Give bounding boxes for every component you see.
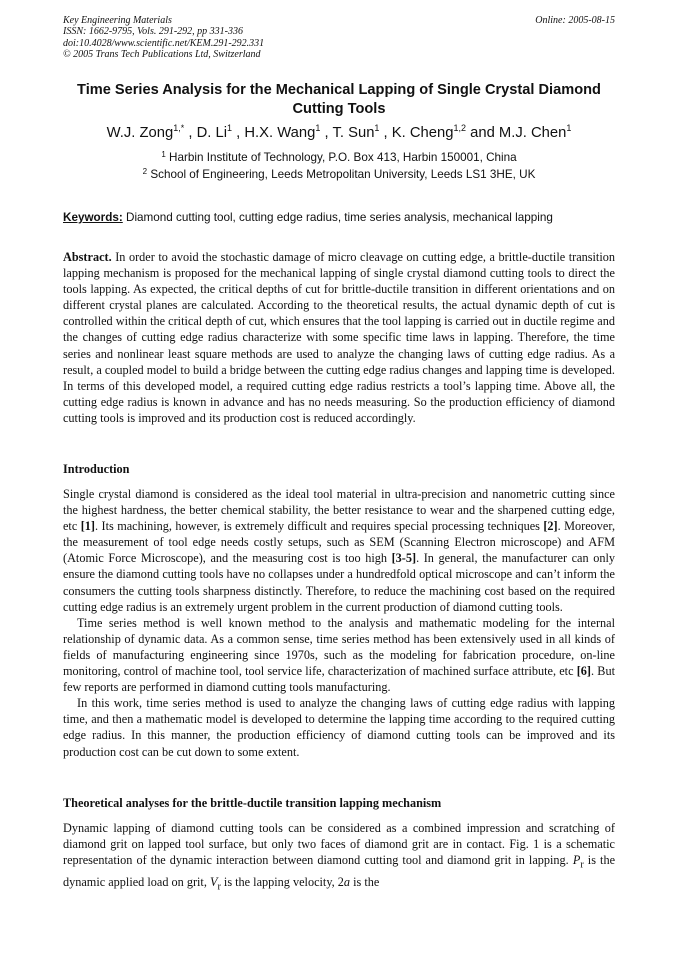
- copyright-line: © 2005 Trans Tech Publications Ltd, Switzerland: [63, 48, 261, 60]
- keywords-text: Diamond cutting tool, cutting edge radius, time series analysis, mechanical lapping: [122, 211, 553, 224]
- affiliation-1: $^1$ Harbin Institute of Technology, P.O. Box 413, Harbin 150001, China: [161, 150, 517, 164]
- citation: [6]: [576, 664, 592, 679]
- author-affiliation: 1,*: [173, 123, 185, 133]
- symbol: V: [209, 874, 218, 889]
- citation: [3-5]: [391, 551, 417, 566]
- author-name: W.J. Zong: [106, 125, 174, 141]
- author-name: M.J. Chen: [498, 125, 567, 141]
- paragraph: Single crystal diamond is considered as the ideal tool material in ultra-precision and nanometric cutting since the highest hardness, the better chemical stability, the better resistance to wear and the sharpened cutting edge, etc [1]. Its machining, however, is extremely difficult and requires special processing techniques [2]. Moreover, the measurement of tool edge needs costly setups, such as SEM (Scanning Electron microscope) and AFM (Atomic Force Microscope), and the measuring cost is too high [3-5]. In general, the manufacturer can only ensure the diamond cutting tools have no collapses under a hundredfold optical microscope and can’t inform the consumers the cutting tools sharpness distinctly. Therefore, to reduce the machining cost based on the required cutting edge radius is an extremely urgent problem in the current production of diamond cutting tools.: [63, 487, 616, 614]
- doi-line: doi:10.4028/www.scientific.net/KEM.291-292.331: [63, 37, 265, 49]
- header-left: [63, 15, 615, 60]
- page-header: [63, 15, 615, 60]
- abstract-text: In order to avoid the stochastic damage of micro cleavage on cutting edge, a brittle-ductile transition lapping mechanism is proposed for the mechanical lapping of single crystal diamond cutting tools to direct the tools lapping. As expected, the critical depths of cut for brittle-ductile transition in different orientations and on different crystal planes are calculated. According to the theoretical results, the actual dynamic depth of cut is controlled within the critical depth of cut, which ensures that the tool lapping is carried out in ductile regime and the changes of cutting edge radius characterize with some specific time laws in lapping. Therefore, the time series and nonlinear least square methods are used to analyze the changing laws of cutting edge radius. As a result, a coupled model to build a bridge between the cutting edge radius changes and lapping time is developed. In terms of this developed model, a required cutting edge radius restricts a tool’s lapping time. Above all, the cutting edge radius is known in advance and has no needs measuring. So the production efficiency of diamond cutting tools is improved and its production cost is reduced accordingly.: [63, 250, 615, 425]
- abstract: [63, 249, 615, 426]
- symbol-subscript: r: [580, 859, 584, 871]
- symbol: a: [343, 874, 351, 889]
- online-date: Online: 2005-08-15: [535, 15, 615, 26]
- section-heading-introduction: Introduction: [63, 462, 130, 476]
- theory-body: [63, 820, 615, 895]
- author-name: H.X. Wang: [244, 125, 316, 141]
- paragraph: Dynamic lapping of diamond cutting tools can be considered as a combined impression and scratching of diamond grit on lapped tool surface, but only two faces of diamond grit are in contact. Fig. 1 is a schematic representation of the dynamic interaction between diamond cutting tool and diamond grit in lapping. $P_r$ is the dynamic applied load on grit, $V_r$ is the lapping velocity, 2a is the: [63, 821, 616, 893]
- paragraph: In this work, time series method is used to analyze the changing laws of cutting edge radius with lapping time, and then a mathematic model is developed to determine the lapping time according to the required cutting edge radius. In this manner, the production efficiency of diamond cutting tools can be improved and its production cost can be cut down to some extent.: [63, 696, 615, 759]
- author-list: W.J. Zong$^{1,*}$ , D. Li$^1$ , H.X. Wang$^1$ , T. Sun$^1$ , K. Cheng$^{1,2}$ and M.J. Chen$^1$: [106, 123, 572, 141]
- keywords: [63, 211, 615, 225]
- author-affiliation: 1: [374, 123, 380, 133]
- journal-name: Key Engineering Materials: [63, 15, 172, 26]
- introduction-body: [63, 486, 615, 760]
- issn-line: ISSN: 1662-9795, Vols. 291-292, pp 331-336: [63, 26, 243, 38]
- paper-title: Time Series Analysis for the Mechanical Lapping of Single Crystal Diamond Cutting Tools: [77, 82, 601, 117]
- author-name: D. Li: [196, 125, 228, 141]
- author-name: K. Cheng: [391, 125, 454, 141]
- author-affiliation: 1: [227, 123, 233, 133]
- affiliation-2: $^2$ School of Engineering, Leeds Metropolitan University, Leeds LS1 3HE, UK: [142, 167, 536, 181]
- author-name: T. Sun: [332, 125, 375, 141]
- abstract-label: Abstract.: [63, 250, 112, 264]
- symbol: P: [572, 853, 581, 868]
- section-heading-theory: Theoretical analyses for the brittle-ductile transition lapping mechanism: [63, 796, 442, 810]
- keywords-label: Keywords:: [63, 211, 123, 224]
- author-affiliation: 1: [315, 123, 321, 133]
- author-affiliation: 1,2: [453, 123, 466, 133]
- author-affiliation: 1: [566, 123, 572, 133]
- citation: [2]: [543, 519, 558, 534]
- citation: [1]: [80, 519, 96, 534]
- symbol-subscript: r: [217, 881, 221, 893]
- paragraph: Time series method is well known method to the analysis and mathematic modeling for the internal relationship of dynamic data. As a common sense, time series method has been extensively used in all kinds of fields of manufacturing engineering since 1970s, such as the modeling for fabrication procedure, on-line monitoring, control of machine tool, tool service life, characterization of machined surface attribute, etc [6]. But few reports are performed in diamond cutting tools manufacturing.: [63, 615, 615, 695]
